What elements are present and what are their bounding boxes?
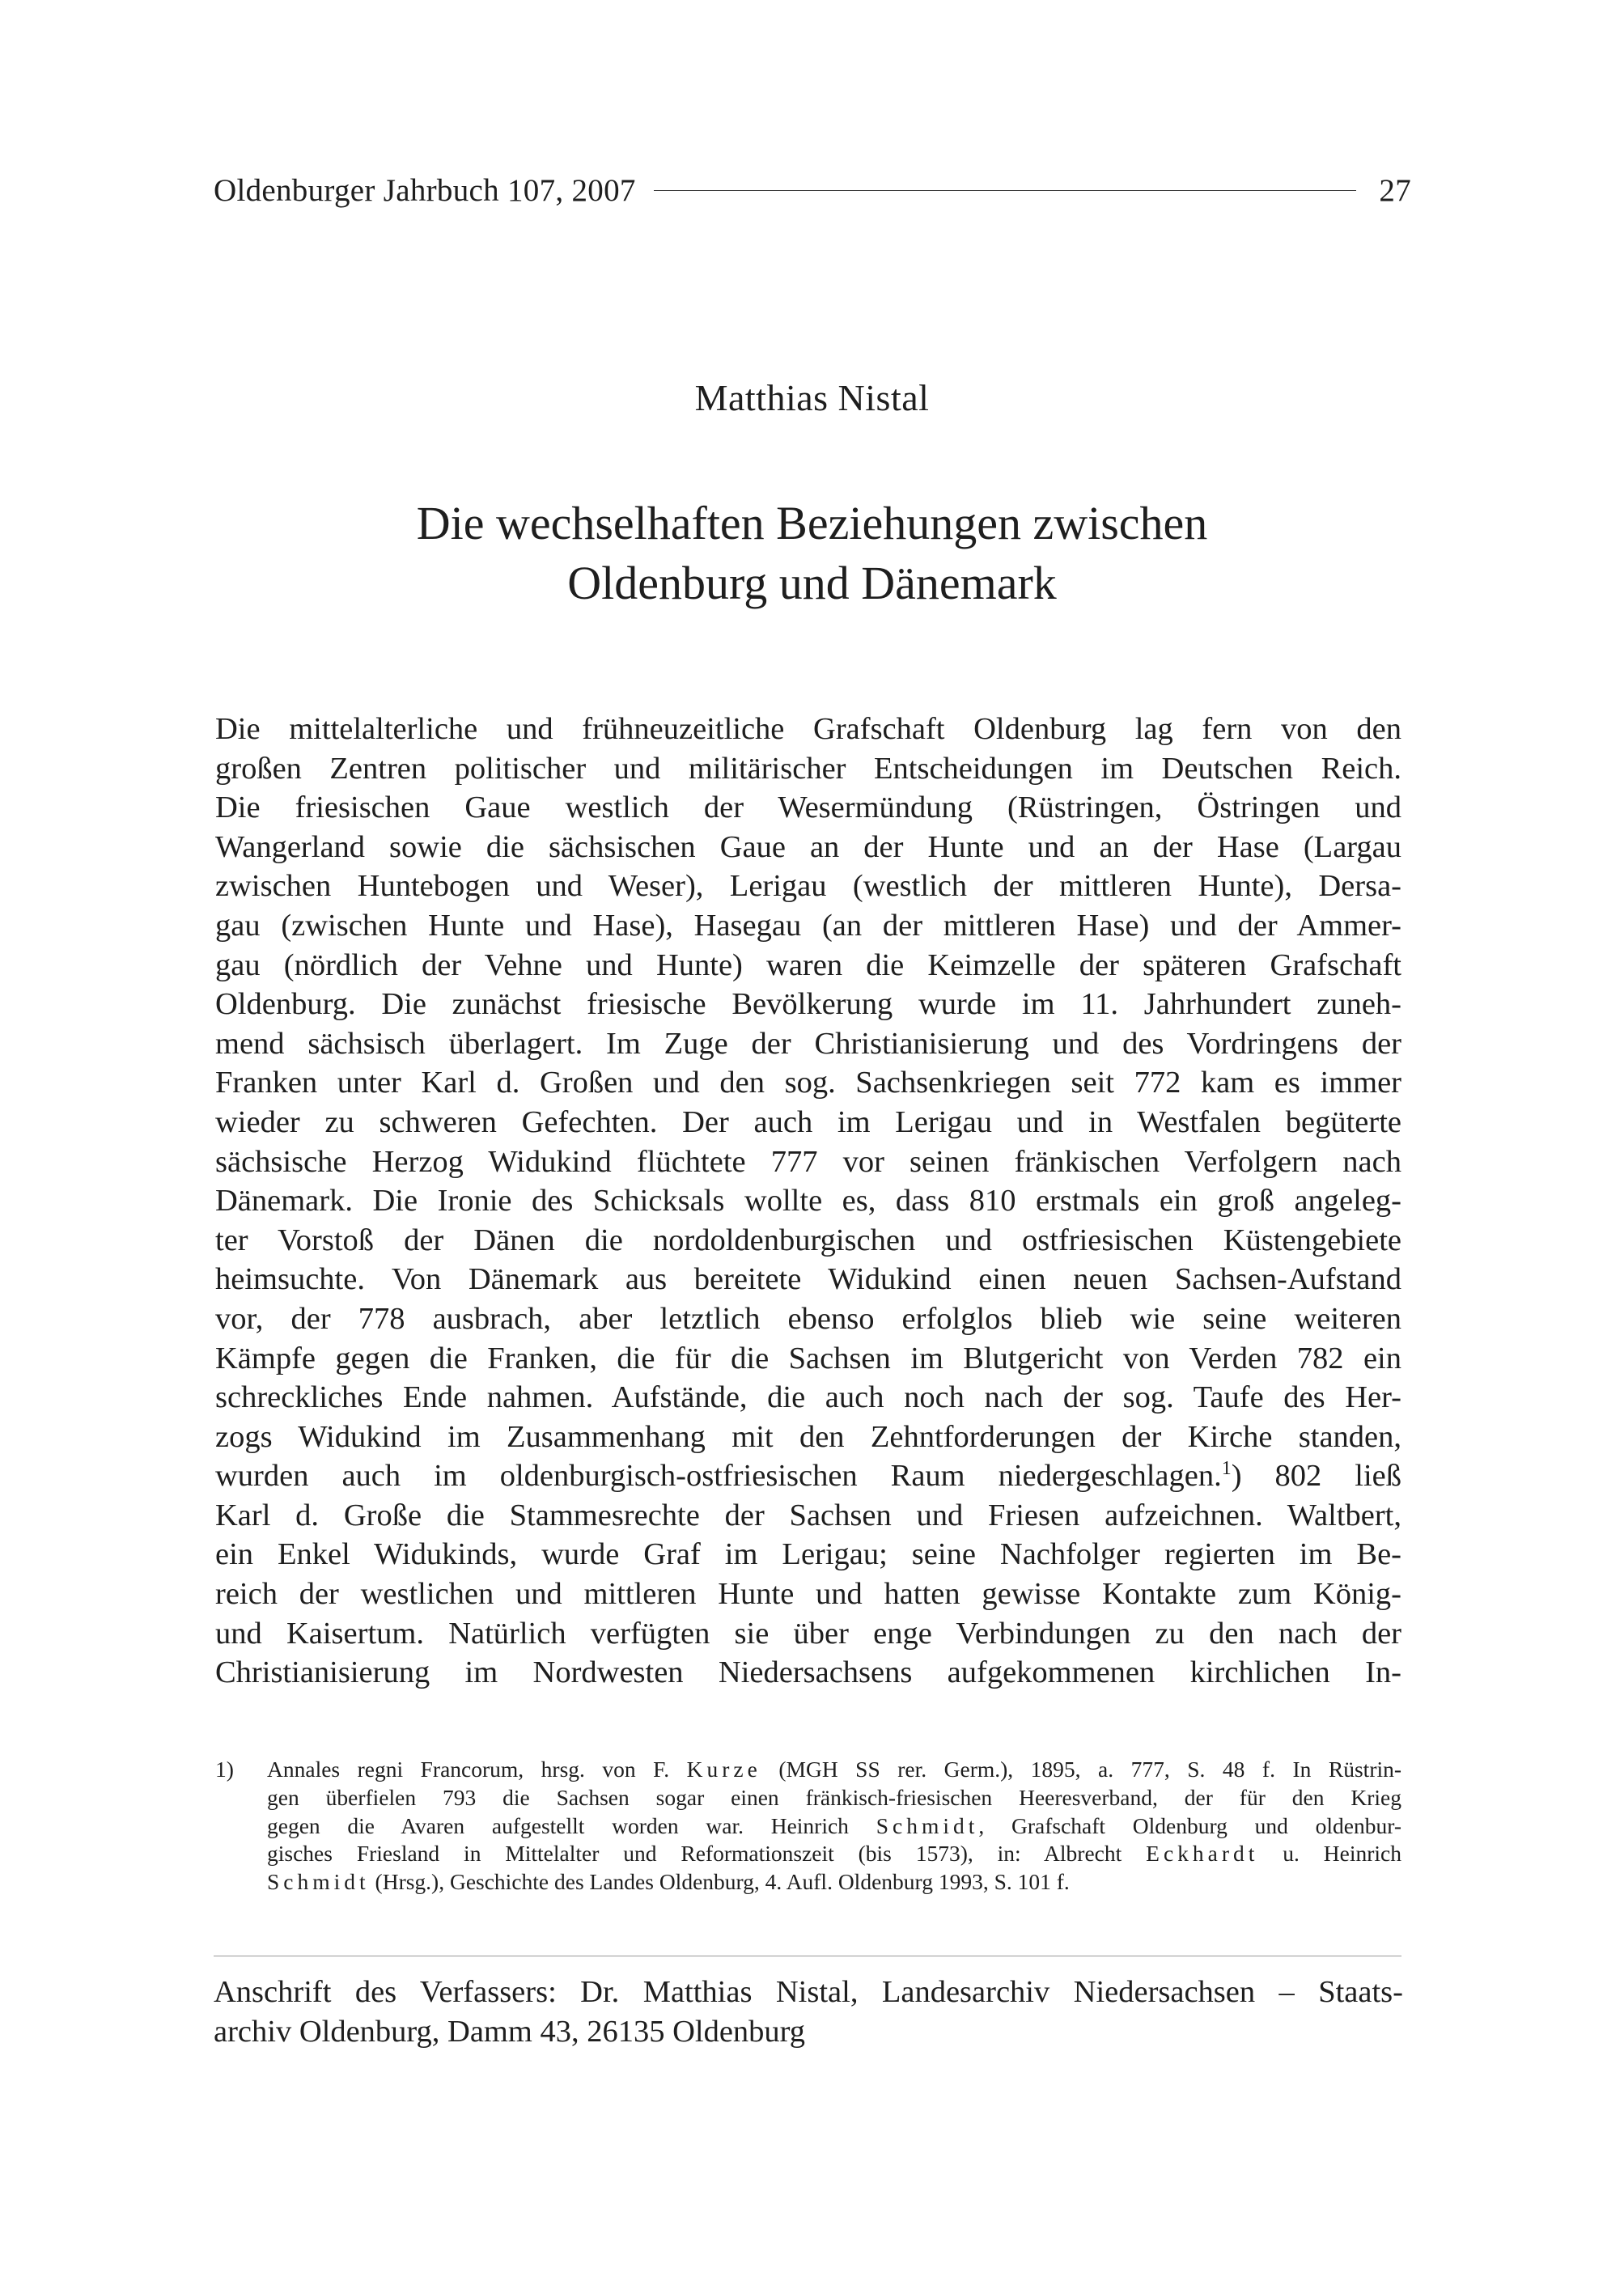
footnote-text — [267, 1756, 1401, 1897]
body-line: Karl d. Große die Stammesrechte der Sachsen und Friesen aufzeichnen. Waltbert, — [215, 1498, 1401, 1532]
body-line: schreckliches Ende nahmen. Aufstände, die auch noch nach der sog. Taufe des Her- — [215, 1380, 1401, 1415]
footnote-fragment: , Grafschaft Oldenburg und oldenbur- — [978, 1812, 1401, 1838]
body-line: Die friesischen Gaue westlich der Wesermündung (Rüstringen, Östringen und — [215, 790, 1401, 825]
body-line: Wangerland sowie die sächsischen Gaue an der Hunte und an der Hase (Largau — [215, 829, 1401, 864]
body-line: zwischen Huntebogen und Weser), Lerigau (westlich der mittleren Hunte), Dersa- — [215, 869, 1401, 904]
body-line: gau (zwischen Hunte und Hase), Hasegau (an der mittleren Hase) und der Ammer- — [215, 908, 1401, 943]
body-line: und Kaisertum. Natürlich verfügten sie über enge Verbindungen zu den nach der — [215, 1616, 1401, 1651]
footnote-fragment: (Hrsg.), Geschichte des Landes Oldenburg, 4. Aufl. Oldenburg 1993, S. 101 f. — [375, 1869, 1070, 1895]
author-name-spaced: Kurze — [686, 1757, 761, 1782]
author-name-spaced: Schmidt — [876, 1812, 979, 1838]
footnote-fragment: u. Heinrich — [1283, 1841, 1401, 1867]
author-name-spaced: Eckhardt — [1146, 1841, 1259, 1867]
header-rule — [654, 190, 1357, 191]
footnote-fragment: gegen die Avaren aufgestellt worden war. Heinrich — [267, 1812, 849, 1838]
body-line: vor, der 778 ausbrach, aber letztlich ebenso erfolglos blieb wie seine weiteren — [215, 1301, 1401, 1336]
body-line: heimsuchte. Von Dänemark aus bereitete Widukind einen neuen Sachsen-Aufstand — [215, 1262, 1401, 1297]
body-line: Christianisierung im Nordwesten Niedersachsens aufgekommenen kirchlichen In- — [215, 1655, 1401, 1690]
body-line: zogs Widukind im Zusammenhang mit den Zehntforderungen der Kirche standen, — [215, 1419, 1401, 1454]
body-line-with-footnote — [215, 1456, 1401, 1496]
title-line-2: Oldenburg und Dänemark — [567, 557, 1057, 609]
address-line: archiv Oldenburg, Damm 43, 26135 Oldenburg — [214, 2015, 806, 2049]
footnote-fragment: (MGH SS rer. Germ.), 1895, a. 777, S. 48 f. In Rüstrin- — [778, 1757, 1402, 1782]
body-line: Oldenburg. Die zunächst friesische Bevölkerung wurde im 11. Jahrhundert zuneh- — [215, 987, 1401, 1022]
author-name: Matthias Nistal — [694, 377, 930, 418]
footnote-line: gen überfielen 793 die Sachsen sogar einen fränkisch-friesischen Heeresverband, der für den Krieg — [267, 1784, 1401, 1810]
footnote-line — [267, 1756, 1401, 1784]
body-line: ter Vorstoß der Dänen die nordoldenburgischen und ostfriesischen Küstengebiete — [215, 1223, 1401, 1257]
footnote-line — [267, 1812, 1401, 1841]
body-line: Kämpfe gegen die Franken, die für die Sachsen im Blutgericht von Verden 782 ein — [215, 1341, 1401, 1375]
title-line-1: Die wechselhaften Beziehungen zwischen — [416, 497, 1208, 549]
body-line: Franken unter Karl d. Großen und den sog. Sachsenkriegen seit 772 kam es immer — [215, 1066, 1401, 1100]
body-line: großen Zentren politischer und militärischer Entscheidungen im Deutschen Reich. — [215, 751, 1401, 786]
page-number: 27 — [1379, 172, 1411, 208]
author-name-spaced: Schmidt — [267, 1869, 370, 1895]
footnote-fragment: gisches Friesland in Mittelalter und Reformationszeit (bis 1573), in: Albrecht — [267, 1841, 1122, 1867]
body-line-text-after-ref: ) 802 ließ — [1231, 1459, 1401, 1494]
footnote-line — [267, 1868, 1401, 1897]
author-address — [214, 1973, 1403, 2052]
body-line: gau (nördlich der Vehne und Hunte) waren die Keimzelle der späteren Grafschaft — [215, 947, 1401, 982]
address-line: Anschrift des Verfassers: Dr. Matthias Nistal, Landesarchiv Niedersachsen – Staats- — [214, 1975, 1403, 2009]
journal-name: Oldenburger Jahrbuch 107, 2007 — [214, 172, 636, 208]
article-title — [243, 494, 1381, 613]
body-line: mend sächsisch überlagert. Im Zuge der Christianisierung und des Vordringens der — [215, 1026, 1401, 1061]
footnote — [215, 1756, 1401, 1897]
footnote-number: 1) — [215, 1757, 234, 1782]
footnote-line — [267, 1840, 1401, 1868]
running-head — [214, 166, 1411, 214]
body-line: reich der westlichen und mittleren Hunte und hatten gewisse Kontakte zum König- — [215, 1577, 1401, 1612]
body-paragraph — [215, 710, 1401, 1693]
body-line: Die mittelalterliche und frühneuzeitliche Grafschaft Oldenburg lag fern von den — [215, 712, 1401, 746]
body-line: sächsische Herzog Widukind flüchtete 777 vor seinen fränkischen Verfolgern nach — [215, 1144, 1401, 1179]
body-line: Dänemark. Die Ironie des Schicksals wollte es, dass 810 erstmals ein groß angeleg- — [215, 1184, 1401, 1219]
body-line: ein Enkel Widukinds, wurde Graf im Lerigau; seine Nachfolger regierten im Be- — [215, 1537, 1401, 1572]
body-line: wieder zu schweren Gefechten. Der auch im Lerigau und in Westfalen begüterte — [215, 1104, 1401, 1139]
body-line-text: wurden auch im oldenburgisch-ostfriesischen Raum niedergeschlagen. — [215, 1459, 1222, 1494]
footnote-fragment: Annales regni Francorum, hrsg. von F. — [267, 1757, 670, 1782]
footnote-reference[interactable]: 1 — [1221, 1458, 1232, 1480]
